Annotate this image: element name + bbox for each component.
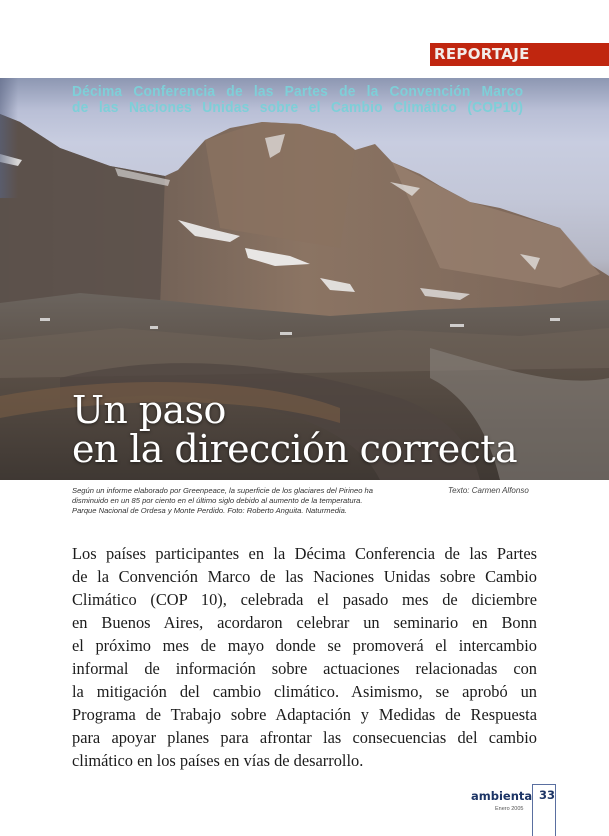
body-line: Climático (COP 10), celebrada el pasado mes de diciembre [72, 590, 537, 609]
caption-line: disminuido en un 85 por ciento en el último siglo debido al aumento de la temperatura. [72, 496, 363, 505]
body-line: el próximo mes de mayo donde se promoverá el intercambio [72, 636, 537, 655]
body-line: Programa de Trabajo sobre Adaptación y Medidas de Respuesta [72, 705, 537, 724]
author-credit: Texto: Carmen Alfonso [448, 486, 529, 495]
caption-line: Según un informe elaborado por Greenpeace, la superficie de los glaciares del Pirineo ha [72, 486, 373, 495]
headline-line: en la dirección correcta [72, 427, 517, 471]
body-line: la mitigación del cambio climático. Asimismo, se aprobó un [72, 682, 537, 701]
headline-line: Un paso [72, 388, 226, 432]
body-line: para apoyar planes para afrontar las consecuencias del cambio [72, 728, 537, 747]
body-line: en Buenos Aires, acordaron celebrar un seminario en Bonn [72, 613, 537, 632]
kicker-line: de las Naciones Unidas sobre el Cambio Climático (COP10) [72, 100, 524, 116]
body-line: de la Convención Marco de las Naciones Unidas sobre Cambio [72, 567, 537, 586]
body-line: informal de información sobre actuaciones relacionadas con [72, 659, 537, 678]
body-line: climático en los países en vías de desarrollo. [72, 751, 364, 770]
photo-caption [72, 486, 402, 516]
issue-date: Enero 2005 [495, 806, 524, 812]
article-body [72, 542, 537, 772]
photo-vignette [0, 78, 18, 198]
page-number: 33 [539, 788, 556, 802]
body-line: Los países participantes en la Décima Conferencia de las Partes [72, 544, 537, 563]
kicker-line: Décima Conferencia de las Partes de la Convención Marco [72, 84, 524, 100]
article-headline [72, 388, 517, 471]
magazine-brand: ambienta [471, 789, 533, 803]
section-tag: REPORTAJE [430, 43, 609, 66]
caption-line: Parque Nacional de Ordesa y Monte Perdido. Foto: Roberto Anguita. Naturmedia. [72, 506, 347, 515]
article-kicker [72, 84, 523, 116]
